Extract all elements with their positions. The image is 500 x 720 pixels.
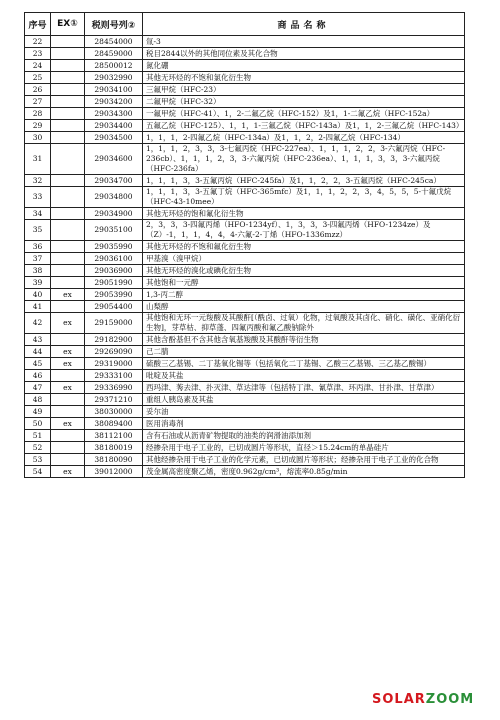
row-tariff-code: 29053990	[85, 289, 143, 301]
table-row	[25, 187, 465, 208]
row-serial-no: 54	[25, 466, 51, 478]
row-serial-no: 29	[25, 120, 51, 132]
row-serial-no: 35	[25, 220, 51, 241]
row-commodity-name: 含有石油或从沥青矿物提取的油类的润滑油添加剂	[143, 430, 465, 442]
row-tariff-code: 29036900	[85, 265, 143, 277]
row-ex-flag	[51, 208, 85, 220]
row-tariff-code: 38030000	[85, 406, 143, 418]
row-tariff-code: 29034300	[85, 108, 143, 120]
table-row	[25, 60, 465, 72]
row-commodity-name: 妥尔油	[143, 406, 465, 418]
row-tariff-code: 29159000	[85, 313, 143, 334]
row-commodity-name: 其他饱和一元醇	[143, 277, 465, 289]
row-commodity-name: 重组人胰岛素及其盐	[143, 394, 465, 406]
row-ex-flag	[51, 60, 85, 72]
row-commodity-name: 医用消毒剂	[143, 418, 465, 430]
table-row	[25, 289, 465, 301]
table-row	[25, 466, 465, 478]
table-row	[25, 346, 465, 358]
row-ex-flag: ex	[51, 313, 85, 334]
row-serial-no: 43	[25, 334, 51, 346]
row-serial-no: 48	[25, 394, 51, 406]
table-row	[25, 265, 465, 277]
table-row	[25, 406, 465, 418]
row-commodity-name: 一氟甲烷（HFC-41）、1，2-二氟乙烷（HFC-152）及1，1-二氟乙烷（HFC-152a）	[143, 108, 465, 120]
header-commodity-name: 商品名称	[143, 13, 465, 36]
row-tariff-code: 29034500	[85, 132, 143, 144]
row-tariff-code: 38089400	[85, 418, 143, 430]
table-row	[25, 334, 465, 346]
row-serial-no: 45	[25, 358, 51, 370]
row-serial-no: 24	[25, 60, 51, 72]
table-row	[25, 72, 465, 84]
row-serial-no: 38	[25, 265, 51, 277]
row-tariff-code: 29054400	[85, 301, 143, 313]
table-header-row	[25, 13, 465, 36]
row-serial-no: 26	[25, 84, 51, 96]
row-tariff-code: 29034200	[85, 96, 143, 108]
table-row	[25, 208, 465, 220]
row-ex-flag: ex	[51, 382, 85, 394]
row-ex-flag: ex	[51, 346, 85, 358]
watermark-part-a: SOLAR	[372, 692, 426, 707]
row-ex-flag	[51, 241, 85, 253]
row-tariff-code: 29336990	[85, 382, 143, 394]
row-tariff-code: 29371210	[85, 394, 143, 406]
row-serial-no: 42	[25, 313, 51, 334]
row-commodity-name: 其他无环烃的不饱和氟化衍生物	[143, 241, 465, 253]
row-tariff-code: 29035100	[85, 220, 143, 241]
row-commodity-name: 其他无环烃的不饱和氯化衍生物	[143, 72, 465, 84]
row-ex-flag	[51, 220, 85, 241]
row-tariff-code: 29034900	[85, 208, 143, 220]
row-tariff-code: 39012000	[85, 466, 143, 478]
row-commodity-name: 五氟乙烷（HFC-125）、1，1，1-三氟乙烷（HFC-143a）及1，1，2-三氟乙烷（HFC-143）	[143, 120, 465, 132]
table-row	[25, 241, 465, 253]
row-commodity-name: 吡啶及其盐	[143, 370, 465, 382]
row-tariff-code: 29034600	[85, 144, 143, 175]
table-row	[25, 382, 465, 394]
table-row	[25, 175, 465, 187]
row-commodity-name: 经掺杂用于电子工业的，已切成圆片等形状，直径＞15.24cm的单晶硅片	[143, 442, 465, 454]
row-ex-flag: ex	[51, 466, 85, 478]
table-row	[25, 36, 465, 48]
row-ex-flag	[51, 394, 85, 406]
table-row	[25, 96, 465, 108]
row-ex-flag	[51, 132, 85, 144]
row-commodity-name: 二氟甲烷（HFC-32）	[143, 96, 465, 108]
row-commodity-name: 茂金属高密度聚乙烯，密度0.962g/cm³，熔流率0.85g/min	[143, 466, 465, 478]
row-ex-flag: ex	[51, 289, 85, 301]
row-ex-flag: ex	[51, 358, 85, 370]
row-commodity-name: 1,3-丙二醇	[143, 289, 465, 301]
row-ex-flag	[51, 334, 85, 346]
row-commodity-name: 税目2844以外的其他同位素及其化合物	[143, 48, 465, 60]
table-row	[25, 430, 465, 442]
row-tariff-code: 38180019	[85, 442, 143, 454]
row-commodity-name: 氮化硼	[143, 60, 465, 72]
row-commodity-name: 2，3，3，3-四氟丙烯（HFO-1234yf）、1，3，3，3-四氟丙烯（HFO-1234ze）及（Z）-1，1，1，4，4，4-六氟-2-丁烯（HFO-1336mzz）	[143, 220, 465, 241]
row-commodity-name: 硫酸三乙基锡、二丁基氧化锡等（包括氧化二丁基锡、乙酸三乙基锡、三乙基乙酸锡）	[143, 358, 465, 370]
table-row	[25, 48, 465, 60]
table-row	[25, 301, 465, 313]
row-serial-no: 50	[25, 418, 51, 430]
row-serial-no: 22	[25, 36, 51, 48]
row-ex-flag	[51, 277, 85, 289]
row-tariff-code: 29051990	[85, 277, 143, 289]
watermark-logo	[372, 692, 474, 707]
row-commodity-name: 三氟甲烷（HFC-23）	[143, 84, 465, 96]
row-tariff-code: 29182900	[85, 334, 143, 346]
table-row	[25, 253, 465, 265]
row-commodity-name: 其他经掺杂用于电子工业的化学元素，已切成圆片等形状；经掺杂用于电子工业的化合物	[143, 454, 465, 466]
row-serial-no: 25	[25, 72, 51, 84]
row-ex-flag	[51, 175, 85, 187]
header-tariff-code: 税则号列②	[85, 13, 143, 36]
row-serial-no: 28	[25, 108, 51, 120]
row-ex-flag	[51, 144, 85, 175]
row-commodity-name: 己二腈	[143, 346, 465, 358]
row-commodity-name: 1，1，1，3，3-五氟丙烷（HFC-245fa）及1，1，2，2，3-五氟丙烷（HFC-245ca）	[143, 175, 465, 187]
row-serial-no: 34	[25, 208, 51, 220]
row-serial-no: 52	[25, 442, 51, 454]
table-row	[25, 132, 465, 144]
table-row	[25, 394, 465, 406]
table-row	[25, 358, 465, 370]
header-ex: EX①	[51, 13, 85, 36]
row-serial-no: 46	[25, 370, 51, 382]
table-row	[25, 442, 465, 454]
row-serial-no: 40	[25, 289, 51, 301]
row-ex-flag	[51, 430, 85, 442]
row-commodity-name: 甲基溴（溴甲烷）	[143, 253, 465, 265]
row-ex-flag	[51, 187, 85, 208]
row-serial-no: 32	[25, 175, 51, 187]
row-commodity-name: 西玛津、莠去津、扑灭津、草达津等（包括特丁津、氰草津、环丙津、甘扑津、甘草津）	[143, 382, 465, 394]
row-tariff-code: 28454000	[85, 36, 143, 48]
row-serial-no: 23	[25, 48, 51, 60]
row-tariff-code: 29319000	[85, 358, 143, 370]
row-ex-flag	[51, 96, 85, 108]
row-serial-no: 53	[25, 454, 51, 466]
header-serial-no: 序号	[25, 13, 51, 36]
row-tariff-code: 29333100	[85, 370, 143, 382]
table-row	[25, 277, 465, 289]
table-row	[25, 108, 465, 120]
row-commodity-name: 山梨醇	[143, 301, 465, 313]
row-tariff-code: 29034400	[85, 120, 143, 132]
row-commodity-name: 其他饱和无环一元羧酸及其酸酐[（酰卤、过氧）化物，过氧酸及其卤化、硝化、磺化、亚硝化衍生物]，芽草枯、抑草蓬、四氟丙酸和氟乙酸钠除外	[143, 313, 465, 334]
row-tariff-code: 28459000	[85, 48, 143, 60]
row-commodity-name: 氚-3	[143, 36, 465, 48]
row-tariff-code: 29269090	[85, 346, 143, 358]
row-ex-flag	[51, 108, 85, 120]
table-row	[25, 84, 465, 96]
table-row	[25, 454, 465, 466]
row-serial-no: 27	[25, 96, 51, 108]
row-ex-flag	[51, 454, 85, 466]
row-ex-flag: ex	[51, 418, 85, 430]
row-ex-flag	[51, 370, 85, 382]
row-tariff-code: 28500012	[85, 60, 143, 72]
row-serial-no: 49	[25, 406, 51, 418]
row-serial-no: 51	[25, 430, 51, 442]
row-tariff-code: 29034700	[85, 175, 143, 187]
row-ex-flag	[51, 36, 85, 48]
row-commodity-name: 其他无环烃的饱和氟化衍生物	[143, 208, 465, 220]
row-serial-no: 41	[25, 301, 51, 313]
row-tariff-code: 29034800	[85, 187, 143, 208]
row-tariff-code: 29036100	[85, 253, 143, 265]
watermark-part-b: ZOOM	[425, 692, 475, 707]
row-commodity-name: 1，1，1，2-四氟乙烷（HFC-134a）及1，1，2，2-四氟乙烷（HFC-134）	[143, 132, 465, 144]
table-row	[25, 418, 465, 430]
table-row	[25, 144, 465, 175]
row-commodity-name: 其他无环烃的溴化或碘化衍生物	[143, 265, 465, 277]
row-serial-no: 44	[25, 346, 51, 358]
table-row	[25, 220, 465, 241]
row-ex-flag	[51, 48, 85, 60]
table-row	[25, 120, 465, 132]
row-serial-no: 33	[25, 187, 51, 208]
row-ex-flag	[51, 265, 85, 277]
row-ex-flag	[51, 72, 85, 84]
row-ex-flag	[51, 84, 85, 96]
row-ex-flag	[51, 253, 85, 265]
row-commodity-name: 1，1，1，3，3-五氟丁烷（HFC-365mfc）及1，1，1，2，2，3，4，5，5，5-十氟戊烷（HFC-43-10mee）	[143, 187, 465, 208]
row-tariff-code: 38112100	[85, 430, 143, 442]
table-body	[25, 36, 465, 478]
row-tariff-code: 29034100	[85, 84, 143, 96]
row-serial-no: 30	[25, 132, 51, 144]
row-serial-no: 39	[25, 277, 51, 289]
row-ex-flag	[51, 406, 85, 418]
row-ex-flag	[51, 120, 85, 132]
row-ex-flag	[51, 301, 85, 313]
row-serial-no: 31	[25, 144, 51, 175]
row-tariff-code: 29035990	[85, 241, 143, 253]
row-commodity-name: 1，1，1，2，3，3，3-七氟丙烷（HFC-227ea）、1，1，1，2，2，3-六氟丙烷（HFC-236cb）、1，1，1，2，3，3-六氟丙烷（HFC-236ea）、1，1，1，3，3，3-六氟丙烷（HFC-236fa）	[143, 144, 465, 175]
table-row	[25, 313, 465, 334]
row-serial-no: 36	[25, 241, 51, 253]
row-tariff-code: 38180090	[85, 454, 143, 466]
row-serial-no: 47	[25, 382, 51, 394]
row-commodity-name: 其他含酚基但不含其他含氧基羧酸及其酸酐等衍生物	[143, 334, 465, 346]
row-serial-no: 37	[25, 253, 51, 265]
row-ex-flag	[51, 442, 85, 454]
table-row	[25, 370, 465, 382]
row-tariff-code: 29032990	[85, 72, 143, 84]
commodity-table	[24, 12, 465, 478]
